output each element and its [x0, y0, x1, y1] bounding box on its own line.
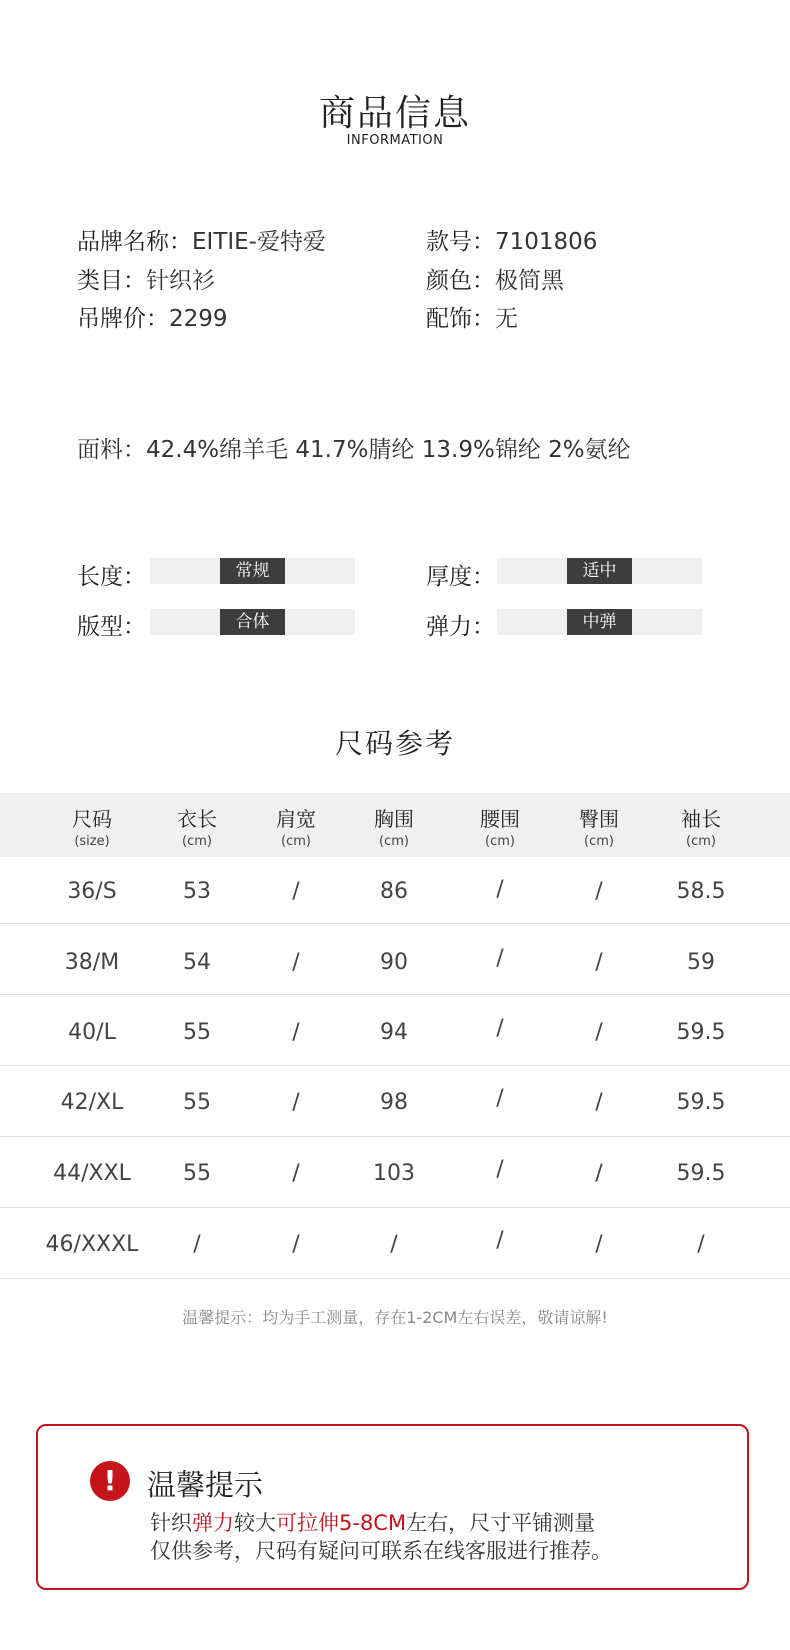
cell-sleeve: 59.5 [676, 1161, 726, 1186]
elasticity-value-tag: 中弹 [567, 609, 632, 635]
cell-sleeve: 59.5 [676, 1090, 726, 1115]
cell-length: 55 [183, 1161, 211, 1186]
header-unit: (cm) [379, 834, 409, 849]
cell-waist: / [496, 1016, 504, 1041]
cell-size: 40/L [68, 1020, 116, 1045]
brand-value: EITIE-爱特爱 [192, 229, 326, 255]
category-value: 针织衫 [146, 268, 215, 294]
style-no-value: 7101806 [495, 229, 598, 255]
brand-label: 品牌名称： [77, 229, 192, 255]
brand-info [77, 223, 326, 256]
cell-chest: 103 [373, 1161, 415, 1186]
accessory-label: 配饰： [426, 306, 495, 332]
table-row [0, 1208, 790, 1279]
tag-price-value: 2299 [169, 306, 228, 332]
cell-chest: 90 [380, 950, 408, 975]
cell-length: 55 [183, 1090, 211, 1115]
length-value-tag: 常规 [220, 558, 285, 584]
warning-text: 较大 [234, 1511, 276, 1535]
header-size [42, 793, 142, 849]
cell-hip: / [595, 1090, 603, 1115]
category-info [77, 262, 215, 295]
cell-shoulder: / [292, 1090, 300, 1115]
warning-highlight: 可拉伸5-8CM [276, 1511, 407, 1535]
header-hip [549, 793, 649, 849]
length-bar [150, 558, 355, 584]
category-label: 类目： [77, 268, 146, 294]
header-unit: (size) [74, 834, 110, 849]
table-row [0, 1137, 790, 1208]
header-shoulder [246, 793, 346, 849]
warning-highlight: 弹力 [192, 1511, 234, 1535]
cell-hip: / [595, 1232, 603, 1257]
measurement-note: 温馨提示：均为手工测量，存在1-2CM左右误差，敬请谅解! [182, 1308, 608, 1327]
cell-waist: / [496, 946, 504, 971]
cell-chest: 98 [380, 1090, 408, 1115]
header-cn: 臀围 [579, 807, 619, 831]
header-unit: (cm) [182, 834, 212, 849]
size-table-title: 尺码参考 [334, 727, 455, 760]
cell-shoulder: / [292, 1232, 300, 1257]
cell-size: 42/XL [60, 1090, 124, 1115]
cell-sleeve: 59.5 [676, 1020, 726, 1045]
header-cn: 尺码 [72, 807, 112, 831]
cell-waist: / [496, 877, 504, 902]
table-row [0, 995, 790, 1066]
header-unit: (cm) [485, 834, 515, 849]
tag-price-label: 吊牌价： [77, 306, 169, 332]
cell-chest: 94 [380, 1020, 408, 1045]
page-title: 商品信息 [318, 93, 471, 134]
header-cn: 衣长 [177, 807, 217, 831]
cell-shoulder: / [292, 879, 300, 904]
cell-chest: 86 [380, 879, 408, 904]
cell-size: 36/S [67, 879, 117, 904]
header-waist [450, 793, 550, 849]
cell-length: 54 [183, 950, 211, 975]
header-cn: 袖长 [681, 807, 721, 831]
cell-waist: / [496, 1228, 504, 1253]
cell-sleeve: 58.5 [676, 879, 726, 904]
fabric-label: 面料： [77, 437, 146, 463]
cell-length: 55 [183, 1020, 211, 1045]
cell-shoulder: / [292, 1020, 300, 1045]
cell-size: 38/M [64, 950, 120, 975]
table-row [0, 924, 790, 995]
warning-line-2: 仅供参考，尺码有疑问可联系在线客服进行推荐。 [150, 1539, 612, 1563]
header-cn: 肩宽 [276, 807, 316, 831]
header-unit: (cm) [584, 834, 614, 849]
header-unit: (cm) [281, 834, 311, 849]
header-cn: 腰围 [480, 807, 520, 831]
header-cn: 胸围 [374, 807, 414, 831]
style-no-label: 款号： [426, 229, 495, 255]
size-table-header [0, 793, 790, 857]
cell-hip: / [595, 1020, 603, 1045]
cell-size: 44/XXL [53, 1161, 131, 1186]
tag-price-info [77, 300, 228, 333]
thickness-value-tag: 适中 [567, 558, 632, 584]
fit-label: 版型： [77, 614, 146, 640]
color-value: 极简黑 [495, 268, 564, 294]
elasticity-bar [497, 609, 702, 635]
thickness-bar [497, 558, 702, 584]
header-length [147, 793, 247, 849]
warning-text: 左右，尺寸平铺测量 [406, 1511, 596, 1535]
fit-value-tag: 合体 [220, 609, 285, 635]
cell-length: / [193, 1232, 201, 1257]
accessory-value: 无 [495, 306, 518, 332]
thickness-label: 厚度： [426, 564, 495, 590]
cell-hip: / [595, 950, 603, 975]
cell-size: 46/XXXL [45, 1232, 139, 1257]
header-unit: (cm) [686, 834, 716, 849]
cell-sleeve: / [697, 1232, 705, 1257]
cell-length: 53 [183, 879, 211, 904]
cell-hip: / [595, 1161, 603, 1186]
header-sleeve [651, 793, 751, 849]
cell-waist: / [496, 1086, 504, 1111]
cell-shoulder: / [292, 1161, 300, 1186]
color-label: 颜色： [426, 268, 495, 294]
cell-chest: / [390, 1232, 398, 1257]
table-row [0, 1066, 790, 1137]
fabric-value: 42.4%绵羊毛 41.7%腈纶 13.9%锦纶 2%氨纶 [146, 437, 631, 463]
cell-shoulder: / [292, 950, 300, 975]
warning-text: 针织 [150, 1511, 192, 1535]
cell-waist: / [496, 1157, 504, 1182]
accessory-info [426, 300, 518, 333]
warning-line-1 [150, 1507, 595, 1537]
cell-hip: / [595, 879, 603, 904]
style-no-info [426, 223, 597, 256]
table-row [0, 857, 790, 924]
elasticity-label: 弹力： [426, 614, 495, 640]
fabric-info [77, 431, 631, 464]
header-chest [344, 793, 444, 849]
page-subtitle: INFORMATION [346, 133, 444, 148]
exclamation-icon: ! [90, 1461, 130, 1501]
warning-title: 温馨提示 [147, 1468, 264, 1502]
color-info [426, 262, 564, 295]
fit-bar [150, 609, 355, 635]
cell-sleeve: 59 [687, 950, 715, 975]
length-label: 长度： [77, 564, 146, 590]
